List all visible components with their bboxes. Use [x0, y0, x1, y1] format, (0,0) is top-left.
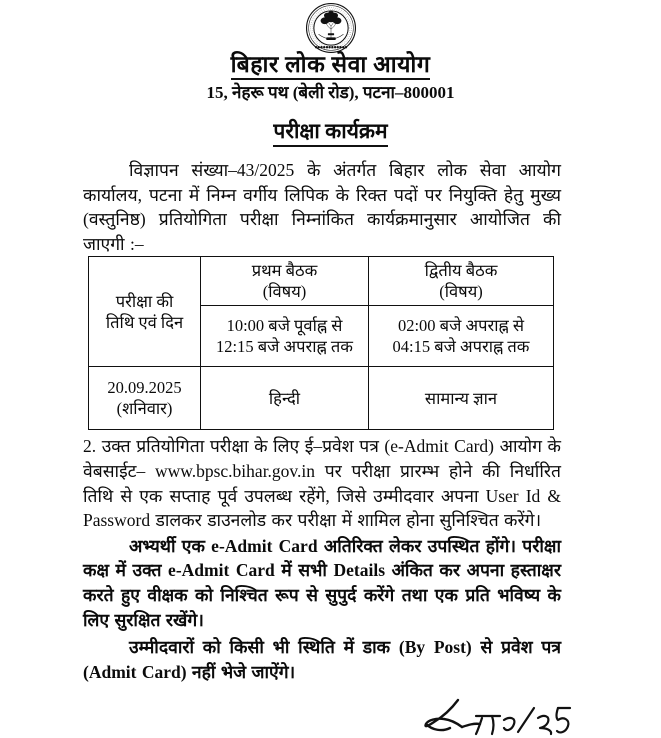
- header-sitting1-line2: (विषय): [262, 282, 307, 301]
- header-date-line2: तिथि एवं दिन: [105, 312, 184, 332]
- paragraph-2-part2: पर परीक्षा प्रारम्भ होने की निर्धारित तिथि से एक सप्ताह पूर्व उपलब्ध रहेंगे, जिसे उम्मीदवार अपना User Id & Password डालकर डाउनलोड कर परीक्षा में शामिल होना सुनिश्चित करेंगे।: [83, 460, 561, 531]
- bpsc-website-url[interactable]: www.bpsc.bihar.gov.in: [154, 460, 316, 481]
- header-sitting2-line2: (विषय): [439, 282, 483, 301]
- organization-name-text: बिहार लोक सेवा आयोग: [231, 52, 431, 80]
- organization-name: [0, 52, 661, 78]
- organization-address: 15, नेहरू पथ (बेली रोड), पटना–800001: [206, 83, 455, 102]
- page-title: [0, 119, 661, 143]
- time-sitting2-line2: 04:15 बजे अपराह्न तक: [392, 337, 530, 356]
- paragraph-4: उम्मीदवारों को किसी भी स्थिति में डाक (By Post) से प्रवेश पत्र (Admit Card) नहीं भेजे जाऐंगे।: [83, 637, 561, 682]
- svg-text:●●●●●●●●●●●●: ●●●●●●●●●●●●: [314, 44, 347, 49]
- bpsc-seal-icon: [303, 2, 359, 54]
- table-header-row: [89, 257, 554, 306]
- exam-schedule-table-container: [88, 256, 553, 430]
- paragraph-3: अभ्यर्थी एक e-Admit Card अतिरिक्त लेकर उपस्थित होंगे। परीक्षा कक्ष में उक्त e-Admit Card में सभी Details अंकित कर अपना हस्ताक्षर करते हुए वीक्षक को निश्चित रूप से सुपुर्द करेंगे तथा एक प्रति भविष्य के लिए सुरक्षित रखेंगे।: [83, 535, 561, 630]
- cell-exam-date: [89, 367, 201, 430]
- emblem-container: [0, 2, 661, 54]
- header-cell-date: [89, 257, 201, 367]
- header-date-line1: परीक्षा की: [115, 291, 174, 311]
- header-sitting1-line1: प्रथम बैठक: [251, 261, 318, 280]
- time-sitting2-line1: 02:00 बजे अपराह्न से: [397, 316, 525, 335]
- intro-paragraph: विज्ञापन संख्या–43/2025 के अंतर्गत बिहार लोक सेवा आयोग कार्यालय, पटना में निम्न वर्गीय लिपिक के रिक्त पदों पर नियुक्ति हेतु मुख्य (वस्तुनिष्ठ) प्रतियोगिता परीक्षा निम्नांकित कार्यक्रमानुसार आयोजित की जाएगी :–: [83, 160, 561, 254]
- handwritten-signature-icon: [418, 694, 588, 738]
- paragraph-2: [83, 434, 561, 532]
- header-cell-sitting1: [201, 257, 369, 306]
- time-sitting1-line1: 10:00 बजे पूर्वाह्न से: [226, 316, 343, 335]
- authority-signature: [418, 694, 588, 738]
- header-cell-sitting2: [369, 257, 554, 306]
- time-cell-sitting1: [201, 306, 369, 367]
- exam-date: 20.09.2025: [107, 378, 182, 397]
- exam-day: (शनिवार): [116, 399, 173, 418]
- cell-subject-sitting2: सामान्य ज्ञान: [369, 367, 554, 430]
- time-sitting1-line2: 12:15 बजे अपराह्न तक: [216, 337, 353, 356]
- time-cell-sitting2: [369, 306, 554, 367]
- cell-subject-sitting1: हिन्दी: [201, 367, 369, 430]
- paragraph-2-part1: 2. उक्त प्रतियोगिता परीक्षा के लिए ई–प्रवेश पत्र (e-Admit Card) आयोग के वेबसाईट–: [83, 436, 561, 481]
- exam-schedule-table: [88, 256, 554, 430]
- table-row: [89, 367, 554, 430]
- header-sitting2-line1: द्वितीय बैठक: [424, 261, 498, 280]
- page-title-text: परीक्षा कार्यक्रम: [273, 119, 387, 147]
